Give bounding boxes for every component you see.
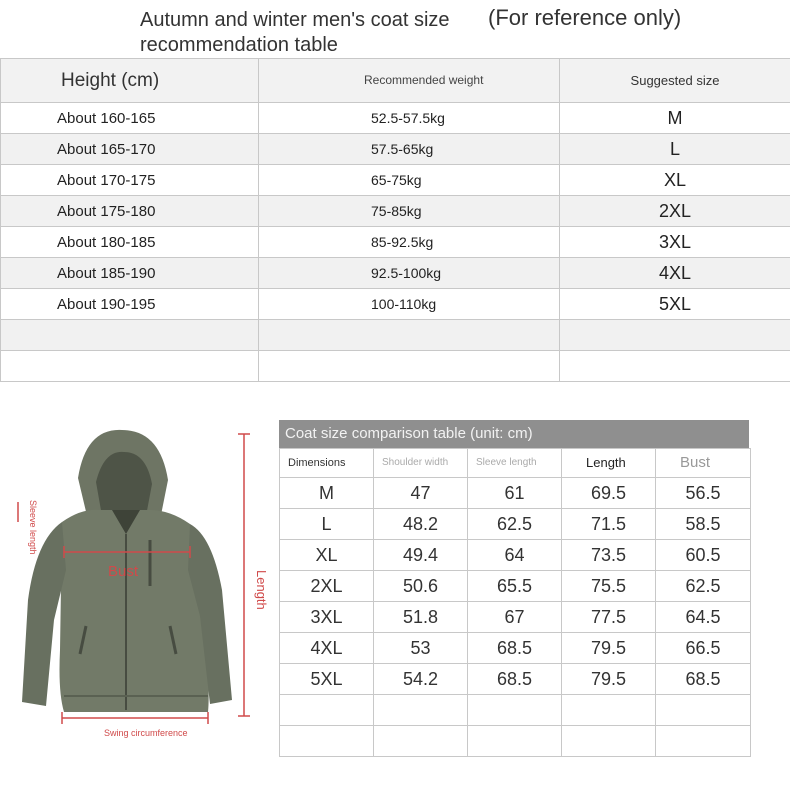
bust-cell: 68.5: [656, 664, 751, 695]
reference-note: (For reference only): [488, 5, 682, 30]
length-cell: 79.5: [562, 664, 656, 695]
length-cell: 73.5: [562, 540, 656, 571]
size-recommendation-table: [0, 58, 790, 382]
table-row: [280, 571, 751, 602]
weight-cell: 75-85kg: [259, 196, 560, 227]
weight-cell: 100-110kg: [259, 289, 560, 320]
sleeve-cell: 67: [468, 602, 562, 633]
length-cell: 69.5: [562, 478, 656, 509]
sleeve-cell: 62.5: [468, 509, 562, 540]
sleeve-cell: 65.5: [468, 571, 562, 602]
table-row: [280, 540, 751, 571]
weight-cell: 65-75kg: [259, 165, 560, 196]
sleeve-cell: 68.5: [468, 664, 562, 695]
size-cell: 5XL: [560, 289, 790, 320]
bust-cell: 62.5: [656, 571, 751, 602]
bust-cell: 60.5: [656, 540, 751, 571]
size-comparison-table: [279, 448, 751, 757]
shoulder-cell: 48.2: [374, 509, 468, 540]
sleeve-length-label: Sleeve length: [28, 500, 38, 555]
shoulder-cell: 53: [374, 633, 468, 664]
sleeve-cell: 64: [468, 540, 562, 571]
weight-cell: 52.5-57.5kg: [259, 103, 560, 134]
table-row: [280, 602, 751, 633]
table-row: [1, 196, 790, 227]
header-bust: Bust: [656, 449, 751, 478]
empty-row: [280, 695, 751, 726]
jacket-body-shape: [60, 510, 209, 712]
header-height: Height (cm): [1, 59, 259, 103]
size-cell: L: [280, 509, 374, 540]
table-row: [1, 289, 790, 320]
length-cell: 79.5: [562, 633, 656, 664]
shoulder-cell: 51.8: [374, 602, 468, 633]
table-row: [1, 103, 790, 134]
swing-circumference-label: Swing circumference: [104, 728, 188, 738]
height-cell: About 165-170: [1, 134, 259, 165]
size-cell: 2XL: [280, 571, 374, 602]
shoulder-cell: 50.6: [374, 571, 468, 602]
length-cell: 71.5: [562, 509, 656, 540]
empty-row: [280, 726, 751, 757]
header-weight: Recommended weight: [259, 59, 560, 103]
bust-cell: 56.5: [656, 478, 751, 509]
jacket-illustration: [0, 410, 280, 750]
table-row: [1, 165, 790, 196]
size-cell: 4XL: [560, 258, 790, 289]
size-table-header-row: [280, 449, 751, 478]
size-cell: XL: [280, 540, 374, 571]
table-row: [280, 509, 751, 540]
table-row: [280, 478, 751, 509]
bust-label: Bust: [108, 563, 139, 580]
size-cell: 4XL: [280, 633, 374, 664]
size-cell: M: [560, 103, 790, 134]
length-cell: 75.5: [562, 571, 656, 602]
table-row: [1, 227, 790, 258]
height-cell: About 190-195: [1, 289, 259, 320]
empty-row: [1, 351, 790, 382]
sleeve-cell: 61: [468, 478, 562, 509]
bust-cell: 66.5: [656, 633, 751, 664]
table-header-row: [1, 59, 790, 103]
size-cell: XL: [560, 165, 790, 196]
size-cell: L: [560, 134, 790, 165]
length-label: Length: [254, 570, 269, 610]
height-cell: About 170-175: [1, 165, 259, 196]
size-cell: 2XL: [560, 196, 790, 227]
weight-cell: 85-92.5kg: [259, 227, 560, 258]
length-cell: 77.5: [562, 602, 656, 633]
table-row: [1, 258, 790, 289]
height-cell: About 175-180: [1, 196, 259, 227]
weight-cell: 57.5-65kg: [259, 134, 560, 165]
table-row: [280, 633, 751, 664]
sleeve-cell: 68.5: [468, 633, 562, 664]
header-size: Suggested size: [560, 59, 790, 103]
height-cell: About 180-185: [1, 227, 259, 258]
size-cell: 5XL: [280, 664, 374, 695]
table-row: [1, 134, 790, 165]
size-cell: M: [280, 478, 374, 509]
size-table-caption: Coat size comparison table (unit: cm): [279, 420, 749, 448]
empty-row: [1, 320, 790, 351]
weight-cell: 92.5-100kg: [259, 258, 560, 289]
size-cell: 3XL: [560, 227, 790, 258]
bust-cell: 64.5: [656, 602, 751, 633]
height-cell: About 185-190: [1, 258, 259, 289]
height-cell: About 160-165: [1, 103, 259, 134]
header-shoulder-width: Shoulder width: [374, 449, 468, 478]
table-row: [280, 664, 751, 695]
shoulder-cell: 47: [374, 478, 468, 509]
shoulder-cell: 49.4: [374, 540, 468, 571]
page-title: Autumn and winter men's coat size recommendation table: [140, 9, 450, 56]
header-dimensions: Dimensions: [280, 449, 374, 478]
bust-cell: 58.5: [656, 509, 751, 540]
header-length: Length: [562, 449, 656, 478]
size-cell: 3XL: [280, 602, 374, 633]
header-sleeve-length: Sleeve length: [468, 449, 562, 478]
shoulder-cell: 54.2: [374, 664, 468, 695]
